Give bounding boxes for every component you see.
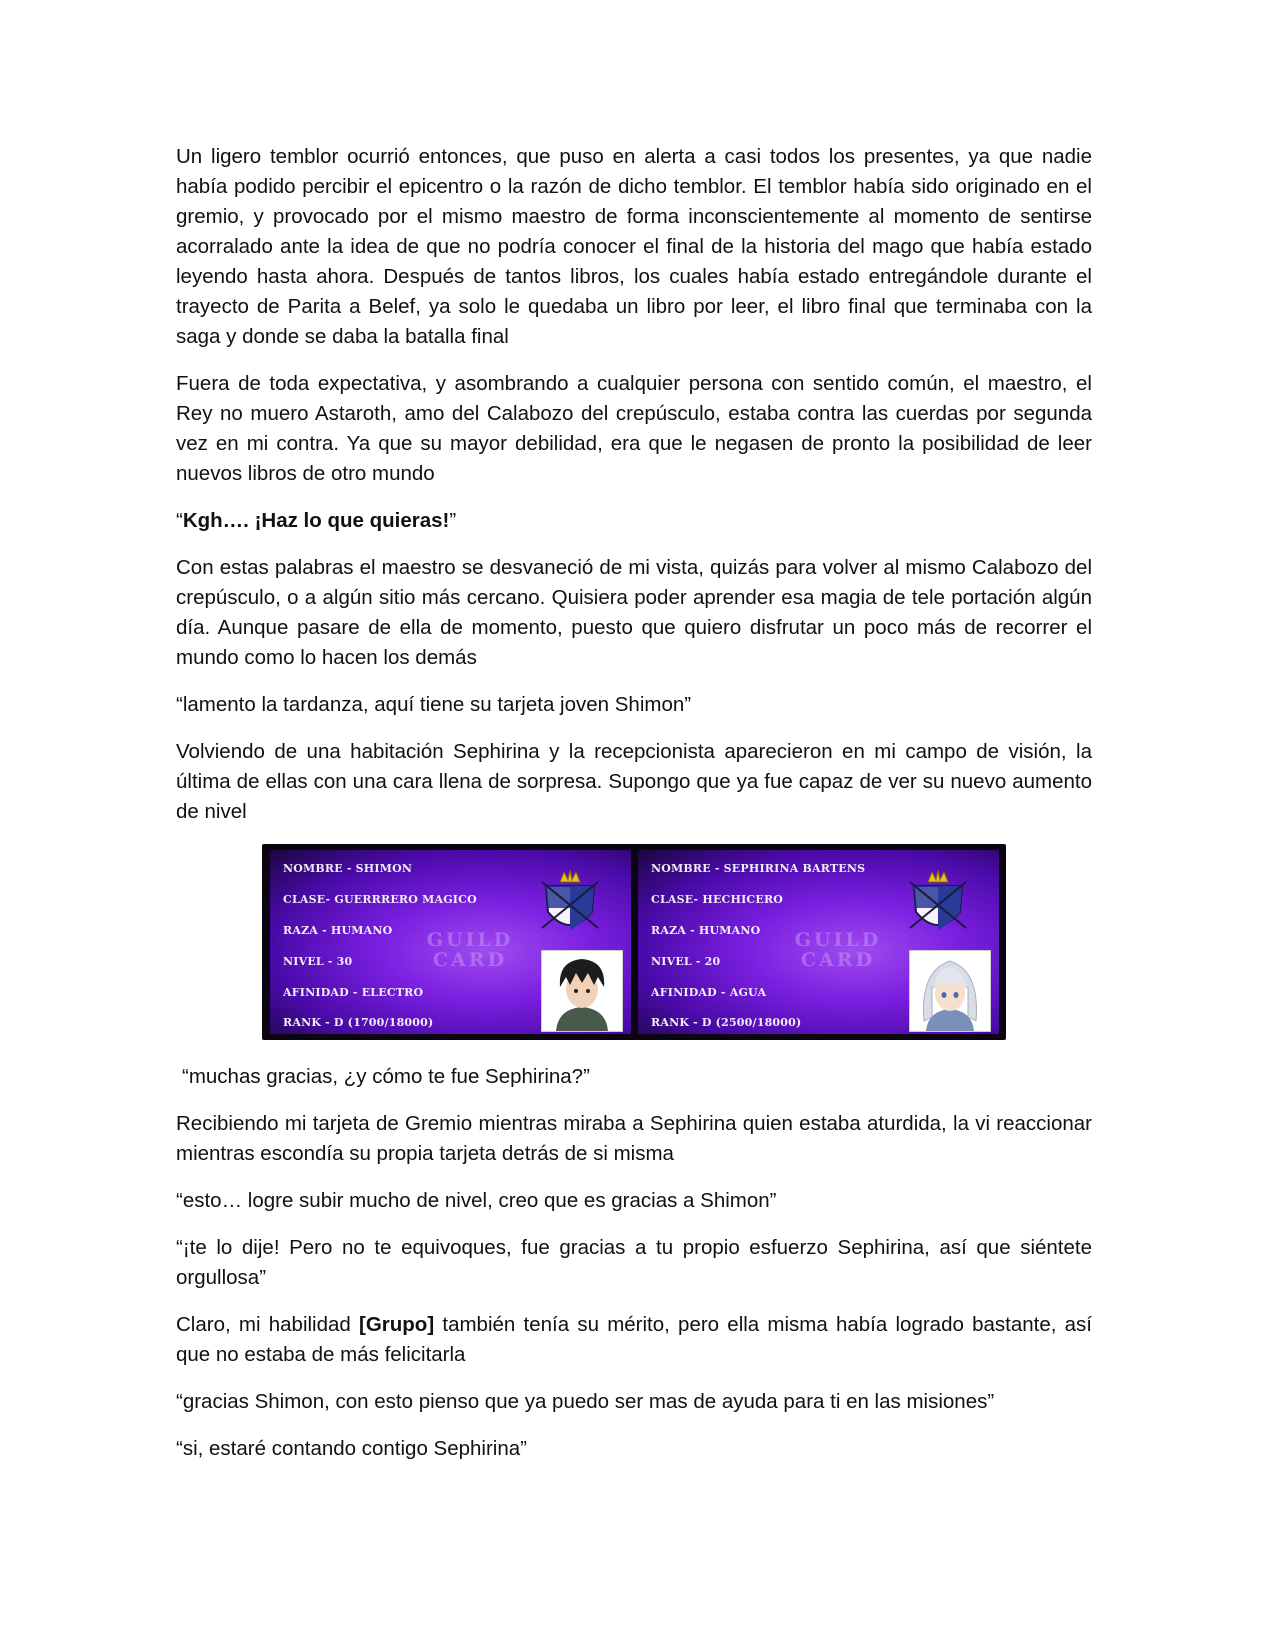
quote-open: “ <box>176 509 183 532</box>
silver-haired-girl-portrait <box>909 950 991 1032</box>
card-name: NOMBRE - SEPHIRINA BARTENS <box>651 862 866 875</box>
card-class: CLASE- HECHICERO <box>651 893 784 906</box>
dialogue-line: “muchas gracias, ¿y cómo te fue Sephirina?” <box>182 1065 590 1088</box>
guild-cards-image <box>262 844 1006 1040</box>
dialogue-line: “esto… logre subir mucho de nivel, creo que es gracias a Shimon” <box>176 1189 777 1212</box>
shield-crown-icon <box>906 868 970 940</box>
card-class: CLASE- GUERRRERO MAGICO <box>283 893 477 906</box>
skill-name: [Grupo] <box>359 1313 435 1336</box>
text-span: Claro, mi habilidad <box>176 1313 360 1336</box>
card-level: NIVEL - 20 <box>651 955 721 968</box>
card-race: RAZA - HUMANO <box>283 924 393 937</box>
paragraph: Fuera de toda expectativa, y asombrando a cualquier persona con sentido común, el maestro, el Rey no muero Astaroth, amo del Calabozo del crepúsculo, estaba contra las cuerdas por segunda vez en mi contra. Ya que su mayor debilidad, era que le negasen de pronto la posibilidad de leer nuevos libros de otro mundo <box>176 372 1092 485</box>
card-rank: RANK - D (2500/18000) <box>651 1016 802 1029</box>
dark-haired-boy-portrait <box>541 950 623 1032</box>
bold-dialogue: Kgh…. ¡Haz lo que quieras! <box>182 509 450 532</box>
guild-card-watermark: GUILD CARD <box>426 929 514 971</box>
dialogue-line: “¡te lo dije! Pero no te equivoques, fue gracias a tu propio esfuerzo Sephirina, así que siéntete orgullosa” <box>176 1236 1092 1289</box>
dialogue-line: “si, estaré contando contigo Sephirina” <box>176 1437 527 1460</box>
dialogue-line <box>176 506 1092 536</box>
shield-crown-icon <box>538 868 602 940</box>
card-name: NOMBRE - SHIMON <box>283 862 413 875</box>
paragraph: Con estas palabras el maestro se desvaneció de mi vista, quizás para volver al mismo Calabozo del crepúsculo, o a algún sitio más cercano. Quisiera poder aprender esa magia de tele portación algún día. Aunque pasare de ella de momento, puesto que quiero disfrutar un poco más de recorrer el mundo como lo hacen los demás <box>176 556 1092 669</box>
guild-card-sephirina <box>638 850 999 1034</box>
card-level: NIVEL - 30 <box>283 955 353 968</box>
paragraph <box>176 1310 1092 1370</box>
card-affinity: AFINIDAD - AGUA <box>651 986 767 999</box>
text-span: también tenía su mérito, pero ella misma había logrado bastante, así que no estaba de más felicitarla <box>176 1313 1092 1366</box>
quote-close: ” <box>449 509 457 532</box>
dialogue-line: “lamento la tardanza, aquí tiene su tarjeta joven Shimon” <box>176 693 692 716</box>
paragraph: Volviendo de una habitación Sephirina y la recepcionista aparecieron en mi campo de visión, la última de ellas con una cara llena de sorpresa. Supongo que ya fue capaz de ver su nuevo aumento de nivel <box>176 740 1092 823</box>
dialogue-line: “gracias Shimon, con esto pienso que ya puedo ser mas de ayuda para ti en las misiones” <box>176 1390 995 1413</box>
guild-card-watermark: GUILD CARD <box>794 929 882 971</box>
paragraph: Recibiendo mi tarjeta de Gremio mientras miraba a Sephirina quien estaba aturdida, la vi reaccionar mientras escondía su propia tarjeta detrás de si misma <box>176 1112 1092 1165</box>
card-rank: RANK - D (1700/18000) <box>283 1016 434 1029</box>
guild-card-shimon <box>270 850 631 1034</box>
document-page <box>176 142 1092 1481</box>
paragraph: Un ligero temblor ocurrió entonces, que puso en alerta a casi todos los presentes, ya que nadie había podido percibir el epicentro o la razón de dicho temblor. El temblor había sido originado en el gremio, y provocado por el mismo maestro de forma inconscientemente al momento de sentirse acorralado ante la idea de que no podría conocer el final de la historia del mago que había estado leyendo hasta ahora. Después de tantos libros, los cuales había estado entregándole durante el trayecto de Parita a Belef, ya solo le quedaba un libro por leer, el libro final que terminaba con la saga y donde se daba la batalla final <box>176 145 1092 348</box>
card-affinity: AFINIDAD - ELECTRO <box>283 986 424 999</box>
card-race: RAZA - HUMANO <box>651 924 761 937</box>
